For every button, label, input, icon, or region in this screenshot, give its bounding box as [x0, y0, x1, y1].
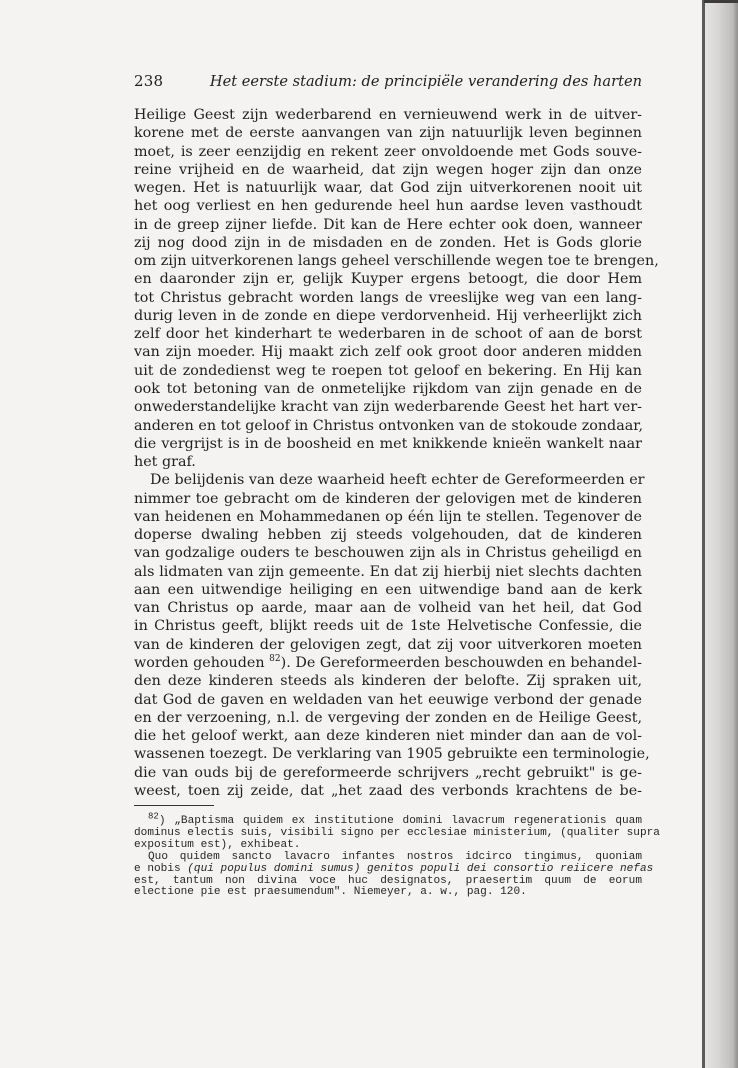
paragraph-1: [134, 106, 659, 471]
text-line: zelf door het kinderhart te wederbaren in de schoot of aan de borst: [134, 326, 642, 343]
running-header: [134, 72, 642, 90]
text-line: van Christus op aarde, maar aan de volheid van het heil, dat God: [134, 600, 642, 617]
text-line: in Christus geeft, blijkt reeds uit de 1ste Helvetische Confessie, die: [134, 618, 642, 635]
footnote-82: [134, 811, 660, 899]
text-line: en der verzoening, n.l. de vergeving der zonden en de Heilige Geest,: [134, 709, 642, 726]
text-line: korene met de eerste aanvangen van zijn natuurlijk leven beginnen: [134, 125, 642, 142]
text-line: van de kinderen der gelovigen zegt, dat zij voor uitverkoren moeten: [134, 636, 642, 653]
footnote-line: [134, 862, 654, 876]
text-line: wegen. Het is natuurlijk waar, dat God zijn uitverkorenen nooit uit: [134, 180, 642, 197]
text-line: reine vrijheid en de waarheid, dat zijn wegen hoger zijn dan onze: [134, 161, 642, 178]
text-line: dat God de gaven en weldaden van het eeuwige verbond der genade: [134, 691, 642, 708]
page-binding-line: [702, 0, 705, 1068]
text-line: ook tot betoning van de onmetelijke rijkdom van zijn genade en de: [134, 380, 642, 397]
text-line: die vergrijst is in de boosheid en met knikkende knieën wankelt naar: [134, 435, 642, 452]
text-line: die van ouds bij de gereformeerde schrijvers „recht gebruikt" is ge-: [134, 764, 642, 781]
text-line: van zijn moeder. Hij maakt zich zelf ook groot door anderen midden: [134, 344, 642, 361]
page-edge-top-rule: [704, 0, 738, 3]
page-number: 238: [134, 72, 164, 90]
italic-fragment: (qui populus domini sumus) genitos populi dei consortio reiicere nefas: [187, 862, 654, 875]
text-fragment: ). De Gereformeerden beschouwden en behandel-: [280, 654, 643, 671]
text-line: anderen en tot geloof in Christus ontvonken van de stokoude zondaar,: [134, 417, 644, 434]
text-line: van godzalige ouders te beschouwen zijn als in Christus geheiligd en: [134, 545, 642, 562]
text-line: Heilige Geest zijn wederbarend en vernieuwend werk in de uitver-: [134, 107, 642, 123]
text-line: in de greep zijner liefde. Dit kan de Here echter ook doen, wanneer: [134, 216, 642, 233]
text-line: het oog verliest en hen gedurende heel hun aardse leven vasthoudt: [134, 198, 642, 215]
footnote-line: dominus electis suis, visibili signo per ecclesiae ministerium, (qualiter supra: [134, 826, 660, 839]
text-line: moet, is zeer eenzijdig en rekent zeer onvoldoende met Gods souve-: [134, 143, 642, 160]
text-fragment: worden gehouden: [134, 654, 270, 671]
text-line: en daaronder zijn er, gelijk Kuyper ergens betoogt, die door Hem: [134, 271, 642, 288]
text-fragment: ) „Baptisma quidem ex institutione domini lavacrum regenerationis quam: [158, 815, 642, 827]
text-line-with-footnote-ref: [134, 654, 642, 672]
text-line: om zijn uitverkorenen langs geheel verschillende wegen toe te brengen,: [134, 253, 659, 270]
text-line: aan een uitwendige heiliging en een uitwendige band aan de kerk: [134, 581, 642, 598]
text-line: weest, toen zij zeide, dat „het zaad des verbonds krachtens de be-: [134, 782, 642, 799]
footnote-divider: [134, 805, 214, 806]
text-line: wassenen toezegt. De verklaring van 1905 gebruikte een terminologie,: [134, 746, 650, 763]
text-line: het graf.: [134, 454, 196, 471]
text-line: tot Christus gebracht worden langs de vreeslijke weg van een lang-: [134, 289, 642, 306]
text-line: die het geloof werkt, aan deze kinderen niet minder dan aan de vol-: [134, 728, 642, 745]
paragraph-2: [134, 471, 650, 800]
text-line: van heidenen en Mohammedanen op één lijn te stellen. Tegenover de: [134, 508, 642, 525]
text-line: als lidmaten van zijn gemeente. En dat zij hierbij niet slechts dachten: [134, 563, 642, 580]
text-line: De belijdenis van deze waarheid heeft echter de Gereformeerden er: [150, 472, 645, 489]
text-line: onwederstandelijke kracht van zijn wederbarende Geest het hart ver-: [134, 399, 642, 416]
text-line: doperse dwaling hebben zij steeds volgehouden, dat de kinderen: [134, 527, 642, 544]
text-line: zij nog dood zijn in de misdaden en de zonden. Het is Gods glorie: [134, 234, 642, 251]
page-edge-shadow: [704, 0, 738, 1068]
footnote-marker: 82: [148, 811, 159, 822]
footnote-line: electione pie est praesumendum". Niemeyer, a. w., pag. 120.: [134, 886, 527, 899]
running-title: Het eerste stadium: de principiële verandering des harten: [209, 73, 642, 90]
body-text: [134, 106, 659, 800]
text-line: nimmer toe gebracht om de kinderen der gelovigen met de kinderen: [134, 490, 642, 507]
text-fragment: e nobis: [134, 862, 188, 875]
footnote-line: Quo quidem sancto lavacro infantes nostros idcirco tingimus, quoniam: [148, 850, 642, 863]
footnote-line: est, tantum non divina voce huc designatos, praesertim quum de eorum: [134, 874, 642, 887]
text-line: uit de zondedienst weg te roepen tot geloof en bekering. En Hij kan: [134, 362, 642, 379]
text-line: den deze kinderen steeds als kinderen der belofte. Zij spraken uit,: [134, 673, 642, 690]
text-line: durig leven in de zonde en diepe verdorvenheid. Hij verheerlijkt zich: [134, 307, 642, 324]
footnote-reference[interactable]: 82: [269, 654, 281, 665]
footnote-line: expositum est), exhibeat.: [134, 838, 301, 851]
